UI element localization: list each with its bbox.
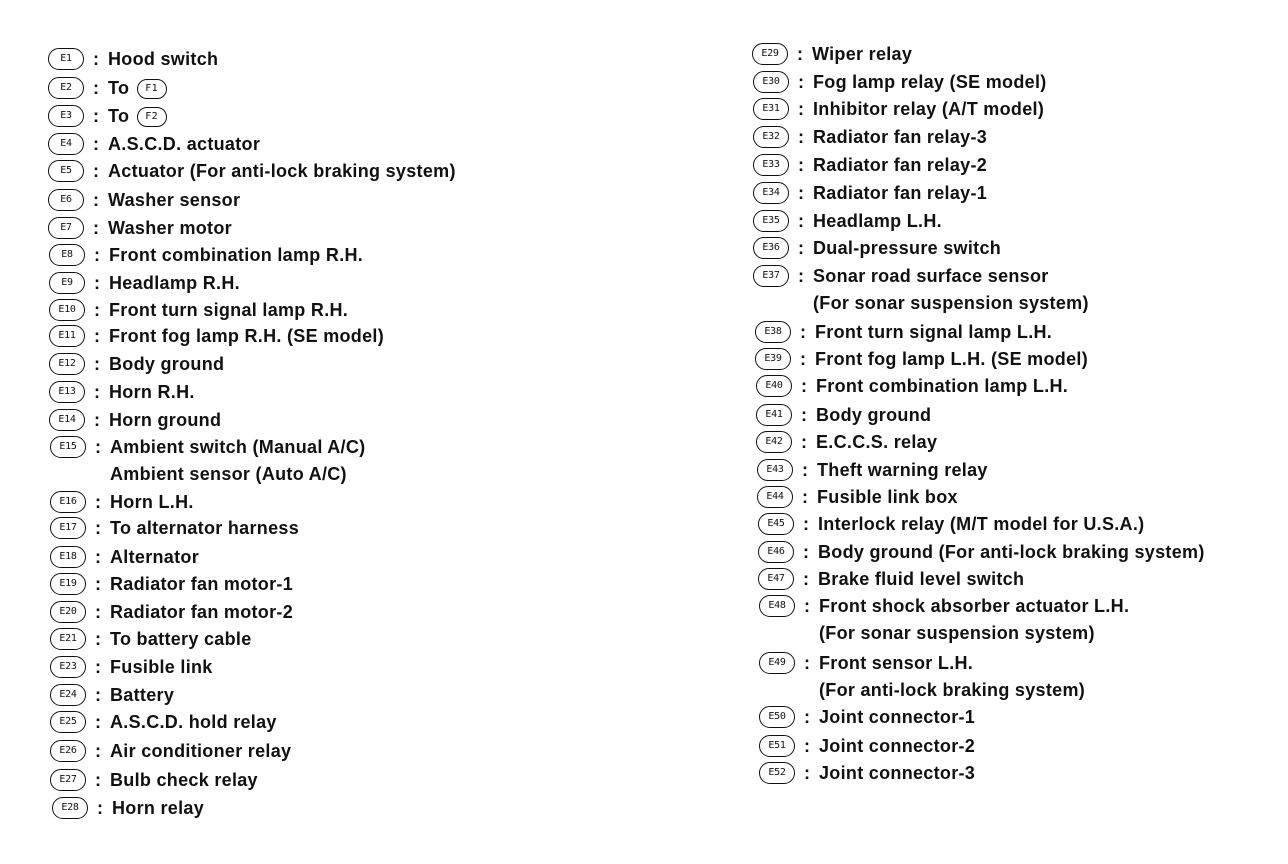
separator-colon: : (94, 273, 100, 293)
connector-code-badge: E43 (757, 459, 793, 481)
connector-description (109, 325, 384, 347)
connector-entry (50, 740, 291, 762)
description-text: Body ground (816, 405, 932, 425)
description-text: Headlamp R.H. (109, 273, 240, 293)
connector-description (110, 740, 291, 762)
connector-code-badge: E10 (49, 299, 85, 321)
connector-code-badge: E31 (753, 98, 789, 120)
connector-code-badge: E34 (753, 182, 789, 204)
connector-code-badge: E21 (50, 628, 86, 650)
connector-description (816, 404, 931, 426)
connector-description (813, 237, 1001, 259)
connector-entry (757, 459, 988, 481)
connector-description (818, 541, 1205, 563)
connector-entry (759, 735, 975, 757)
connector-description (813, 265, 1089, 314)
connector-code-badge: E33 (753, 154, 789, 176)
separator-colon: : (95, 629, 101, 649)
description-text: Joint connector-1 (819, 707, 976, 727)
connector-description (813, 182, 987, 204)
separator-colon: : (93, 190, 99, 210)
connector-entry (753, 182, 987, 204)
connector-entry (50, 573, 293, 595)
connector-description (813, 71, 1047, 93)
connector-description (109, 409, 221, 431)
description-text: To (108, 106, 130, 126)
connector-code-badge: E48 (759, 595, 795, 617)
connector-description (110, 517, 299, 539)
description-text: Radiator fan relay-3 (813, 127, 988, 147)
separator-colon: : (804, 763, 810, 783)
separator-colon: : (94, 245, 100, 265)
separator-colon: : (95, 770, 101, 790)
connector-entry (52, 797, 204, 819)
separator-colon: : (95, 437, 101, 457)
connector-description (109, 272, 240, 294)
connector-code-badge: E40 (756, 375, 792, 397)
connector-code-badge: E2 (48, 77, 84, 99)
connector-code-badge: E13 (49, 381, 85, 403)
connector-entry (755, 321, 1052, 343)
description-text: Sonar road surface sensor (813, 266, 1049, 286)
connector-entry (756, 431, 937, 453)
connector-entry (48, 77, 167, 99)
connector-code-badge: E28 (52, 797, 88, 819)
connector-code-badge: E26 (50, 740, 86, 762)
separator-colon: : (798, 238, 804, 258)
separator-colon: : (95, 657, 101, 677)
connector-description (813, 98, 1044, 120)
description-text: Front fog lamp R.H. (SE model) (109, 326, 384, 346)
connector-description (110, 769, 258, 791)
connector-code-badge: E46 (758, 541, 794, 563)
description-text: Fusible link box (817, 487, 958, 507)
connector-code-badge: E38 (755, 321, 791, 343)
separator-colon: : (94, 300, 100, 320)
separator-colon: : (801, 405, 807, 425)
description-text: Fusible link (110, 657, 213, 677)
description-text: Front turn signal lamp L.H. (815, 322, 1053, 342)
connector-entry (753, 126, 987, 148)
connector-description (110, 656, 213, 678)
connector-description (817, 486, 958, 508)
connector-entry (48, 189, 240, 211)
reference-connector-badge: F1 (137, 79, 167, 99)
connector-code-badge: E42 (756, 431, 792, 453)
separator-colon: : (803, 542, 809, 562)
connector-code-badge: E15 (50, 436, 86, 458)
separator-colon: : (801, 432, 807, 452)
description-text: Body ground (For anti-lock braking system) (818, 542, 1205, 562)
connector-entry (753, 237, 1001, 259)
description-text: Horn L.H. (110, 492, 194, 512)
connector-entry (49, 325, 384, 347)
connector-entry (752, 43, 912, 65)
separator-colon: : (93, 134, 99, 154)
connector-description (813, 154, 987, 176)
connector-description (815, 348, 1088, 370)
connector-entry (759, 706, 975, 728)
connector-entry (758, 513, 1144, 535)
separator-colon: : (95, 547, 101, 567)
connector-entry (50, 769, 258, 791)
connector-description (816, 375, 1068, 397)
connector-entry (50, 684, 174, 706)
separator-colon: : (93, 49, 99, 69)
description-text-line2: Ambient sensor (Auto A/C) (110, 464, 347, 484)
separator-colon: : (93, 161, 99, 181)
connector-code-badge: E16 (50, 491, 86, 513)
separator-colon: : (93, 106, 99, 126)
connector-entry (758, 568, 1024, 590)
connector-entry (756, 375, 1068, 397)
connector-code-badge: E36 (753, 237, 789, 259)
description-text: Fog lamp relay (SE model) (813, 72, 1047, 92)
separator-colon: : (95, 685, 101, 705)
connector-entry (50, 517, 299, 539)
separator-colon: : (93, 78, 99, 98)
description-text: To alternator harness (110, 518, 300, 538)
connector-code-badge: E7 (48, 217, 84, 239)
connector-description (110, 628, 252, 650)
separator-colon: : (802, 487, 808, 507)
description-text: Interlock relay (M/T model for U.S.A.) (818, 514, 1145, 534)
description-text-line2: (For sonar suspension system) (819, 623, 1095, 643)
separator-colon: : (94, 354, 100, 374)
separator-colon: : (804, 653, 810, 673)
connector-entry (755, 348, 1088, 370)
connector-description (110, 573, 293, 595)
connector-code-badge: E14 (49, 409, 85, 431)
description-text: E.C.C.S. relay (816, 432, 938, 452)
connector-description (108, 105, 167, 127)
description-text: To battery cable (110, 629, 252, 649)
connector-code-badge: E27 (50, 769, 86, 791)
connector-code-badge: E30 (753, 71, 789, 93)
connector-description (813, 126, 987, 148)
connector-entry (48, 160, 456, 182)
connector-entry (759, 652, 1085, 701)
separator-colon: : (94, 382, 100, 402)
connector-description (110, 601, 293, 623)
connector-description (819, 735, 975, 757)
connector-code-badge: E32 (753, 126, 789, 148)
connector-code-badge: E52 (759, 762, 795, 784)
connector-code-badge: E50 (759, 706, 795, 728)
separator-colon: : (95, 492, 101, 512)
description-text: Radiator fan motor-2 (110, 602, 294, 622)
connector-description (108, 77, 167, 99)
connector-description (816, 431, 937, 453)
connector-code-badge: E6 (48, 189, 84, 211)
connector-code-badge: E44 (757, 486, 793, 508)
connector-code-badge: E9 (49, 272, 85, 294)
separator-colon: : (797, 44, 803, 64)
connector-code-badge: E8 (49, 244, 85, 266)
connector-code-badge: E12 (49, 353, 85, 375)
connector-description (819, 652, 1085, 701)
connector-code-badge: E4 (48, 133, 84, 155)
description-text: Hood switch (108, 49, 219, 69)
connector-code-badge: E45 (758, 513, 794, 535)
separator-colon: : (93, 218, 99, 238)
description-text: Inhibitor relay (A/T model) (813, 99, 1045, 119)
separator-colon: : (94, 410, 100, 430)
separator-colon: : (798, 155, 804, 175)
separator-colon: : (803, 569, 809, 589)
description-text: Front shock absorber actuator L.H. (819, 596, 1130, 616)
connector-description (813, 210, 942, 232)
description-text: Radiator fan relay-2 (813, 155, 988, 175)
description-text: Brake fluid level switch (818, 569, 1025, 589)
connector-code-badge: E25 (50, 711, 86, 733)
connector-entry (49, 244, 363, 266)
description-text: Washer sensor (108, 190, 241, 210)
separator-colon: : (94, 326, 100, 346)
description-text: Front sensor L.H. (819, 653, 974, 673)
description-text: A.S.C.D. hold relay (110, 712, 277, 732)
connector-entry (49, 409, 221, 431)
connector-code-badge: E19 (50, 573, 86, 595)
connector-description (109, 353, 224, 375)
description-text: Air conditioner relay (110, 741, 292, 761)
separator-colon: : (801, 376, 807, 396)
connector-code-badge: E35 (753, 210, 789, 232)
description-text: Headlamp L.H. (813, 211, 942, 231)
separator-colon: : (95, 741, 101, 761)
description-text: Horn ground (109, 410, 222, 430)
connector-code-badge: E18 (50, 546, 86, 568)
separator-colon: : (798, 211, 804, 231)
separator-colon: : (798, 183, 804, 203)
connector-entry (50, 436, 365, 485)
connector-entry (753, 265, 1089, 314)
connector-code-badge: E29 (752, 43, 788, 65)
separator-colon: : (804, 596, 810, 616)
connector-entry (48, 48, 218, 70)
connector-code-badge: E41 (756, 404, 792, 426)
connector-entry (753, 154, 987, 176)
description-text: Radiator fan relay-1 (813, 183, 988, 203)
connector-code-badge: E20 (50, 601, 86, 623)
separator-colon: : (804, 736, 810, 756)
connector-description (109, 381, 195, 403)
connector-code-badge: E11 (49, 325, 85, 347)
connector-entry (50, 656, 213, 678)
connector-description (110, 684, 174, 706)
description-text: Radiator fan motor-1 (110, 574, 294, 594)
separator-colon: : (800, 349, 806, 369)
description-text: Washer motor (108, 218, 232, 238)
description-text: Bulb check relay (110, 770, 258, 790)
connector-code-badge: E49 (759, 652, 795, 674)
connector-entry (756, 404, 931, 426)
description-text: Battery (110, 685, 175, 705)
separator-colon: : (803, 514, 809, 534)
connector-entry (759, 595, 1129, 644)
connector-entry (758, 541, 1205, 563)
description-text: Front turn signal lamp R.H. (109, 300, 349, 320)
connector-code-badge: E5 (48, 160, 84, 182)
description-text: Joint connector-3 (819, 763, 976, 783)
separator-colon: : (95, 602, 101, 622)
connector-code-badge: E17 (50, 517, 86, 539)
description-text: Horn R.H. (109, 382, 195, 402)
separator-colon: : (798, 266, 804, 286)
description-text: Joint connector-2 (819, 736, 976, 756)
connector-entry (48, 217, 232, 239)
connector-code-badge: E23 (50, 656, 86, 678)
connector-description (110, 711, 277, 733)
reference-connector-badge: F2 (137, 107, 167, 127)
connector-code-badge: E37 (753, 265, 789, 287)
connector-entry (49, 353, 224, 375)
separator-colon: : (798, 72, 804, 92)
connector-description (819, 762, 975, 784)
connector-description (112, 797, 204, 819)
connector-entry (49, 381, 195, 403)
description-text: Front fog lamp L.H. (SE model) (815, 349, 1088, 369)
connector-description (817, 459, 988, 481)
connector-entry (50, 711, 277, 733)
separator-colon: : (798, 127, 804, 147)
description-text: Alternator (110, 547, 200, 567)
connector-entry (759, 762, 975, 784)
connector-entry (753, 210, 942, 232)
connector-description (108, 189, 240, 211)
connector-entry (49, 272, 240, 294)
connector-code-badge: E51 (759, 735, 795, 757)
connector-description (110, 491, 194, 513)
connector-entry (48, 105, 167, 127)
connector-code-badge: E39 (755, 348, 791, 370)
connector-entry (50, 628, 252, 650)
connector-description (108, 48, 218, 70)
separator-colon: : (802, 460, 808, 480)
connector-description (108, 160, 456, 182)
connector-entry (49, 299, 348, 321)
description-text: Dual-pressure switch (813, 238, 1002, 258)
connector-entry (50, 546, 199, 568)
connector-description (108, 217, 232, 239)
separator-colon: : (97, 798, 103, 818)
description-text-line2: (For sonar suspension system) (813, 293, 1089, 313)
description-text: To (108, 78, 130, 98)
connector-description (110, 546, 199, 568)
connector-description (818, 513, 1144, 535)
description-text-line2: (For anti-lock braking system) (819, 680, 1086, 700)
connector-description (812, 43, 912, 65)
description-text: Ambient switch (Manual A/C) (110, 437, 366, 457)
description-text: Horn relay (112, 798, 205, 818)
connector-description (110, 436, 365, 485)
connector-entry (753, 98, 1044, 120)
connector-code-badge: E1 (48, 48, 84, 70)
connector-code-badge: E3 (48, 105, 84, 127)
description-text: Theft warning relay (817, 460, 988, 480)
description-text: Front combination lamp R.H. (109, 245, 364, 265)
connector-code-badge: E24 (50, 684, 86, 706)
connector-entry (50, 491, 194, 513)
description-text: Body ground (109, 354, 225, 374)
connector-code-badge: E47 (758, 568, 794, 590)
connector-description (819, 595, 1129, 644)
connector-entry (753, 71, 1047, 93)
connector-description (109, 244, 363, 266)
separator-colon: : (800, 322, 806, 342)
connector-entry (757, 486, 958, 508)
connector-description (109, 299, 348, 321)
description-text: Actuator (For anti-lock braking system) (108, 161, 456, 181)
separator-colon: : (798, 99, 804, 119)
connector-description (818, 568, 1024, 590)
description-text: Front combination lamp L.H. (816, 376, 1069, 396)
separator-colon: : (95, 518, 101, 538)
separator-colon: : (95, 712, 101, 732)
description-text: Wiper relay (812, 44, 913, 64)
connector-description (815, 321, 1052, 343)
separator-colon: : (95, 574, 101, 594)
connector-description (108, 133, 260, 155)
connector-entry (48, 133, 260, 155)
description-text: A.S.C.D. actuator (108, 134, 261, 154)
separator-colon: : (804, 707, 810, 727)
connector-entry (50, 601, 293, 623)
connector-description (819, 706, 975, 728)
